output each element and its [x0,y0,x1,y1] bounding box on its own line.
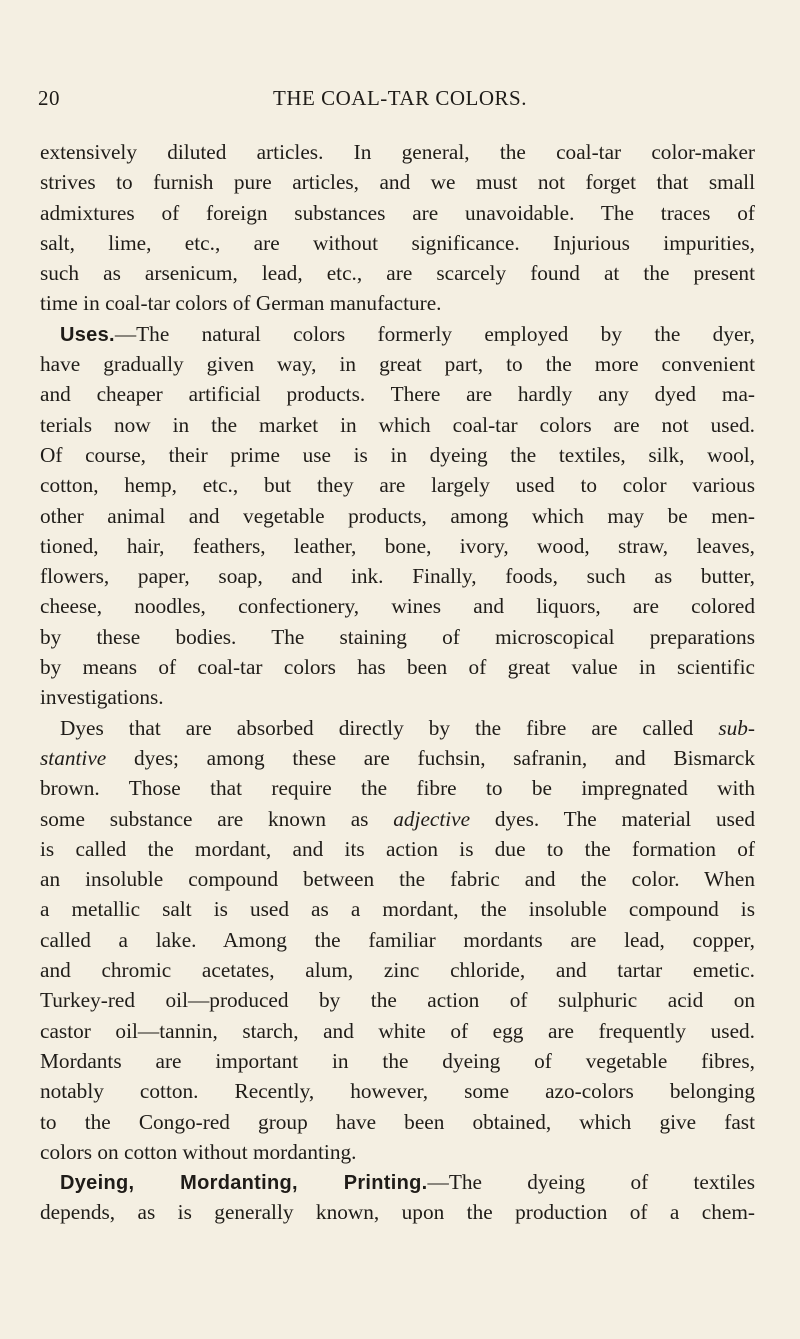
text-line: and cheaper artificial products. There are hardly any dyed ma- [40,382,755,407]
text-line: admixtures of foreign substances are unavoidable. The traces of [40,200,755,225]
italic-term: stantive [40,745,107,770]
text-line: by means of coal-tar colors has been of great value in scientific [40,655,755,680]
text-line: called a lake. Among the familiar mordants are lead, copper, [40,927,755,952]
text-line: depends, as is generally known, upon the production of a chem- [40,1200,755,1225]
text-line: an insoluble compound between the fabric and the color. When [40,867,755,892]
text-line: such as arsenicum, lead, etc., are scarcely found at the present [40,261,755,286]
text-line: tioned, hair, feathers, leather, bone, ivory, wood, straw, leaves, [40,533,755,558]
text-line: terials now in the market in which coal-tar colors are not used. [40,412,755,437]
text-line: notably cotton. Recently, however, some azo-colors belonging [40,1079,755,1104]
text-line: Mordants are important in the dyeing of vegetable fibres, [40,1048,755,1073]
text-line: Dyes that are absorbed directly by the fibre are called sub- [60,715,755,740]
text-line: a metallic salt is used as a mordant, the insoluble compound is [40,897,755,922]
text-line: extensively diluted articles. In general, the coal-tar color-maker [40,140,755,164]
text-line: Turkey-red oil—produced by the action of sulphuric acid on [40,988,755,1013]
text-line: Dyeing, Mordanting, Printing.—The dyeing of textiles [60,1170,756,1195]
page-header [0,86,800,116]
text-line: some substance are known as adjective dyes. The material used [40,806,755,831]
text-line: salt, lime, etc., are without significance. Injurious impurities, [40,230,755,255]
italic-term: sub- [718,715,755,740]
page-number: 20 [38,86,60,110]
text-line: brown. Those that require the fibre to be impregnated with [40,776,755,801]
text-line: flowers, paper, soap, and ink. Finally, foods, such as butter, [40,564,755,589]
italic-term: adjective [393,806,471,831]
text-line: have gradually given way, in great part, to the more convenient [40,352,755,377]
text-line: to the Congo-red group have been obtained, which give fast [40,1109,755,1134]
running-title: THE COAL-TAR COLORS. [273,86,527,110]
text-line: investigations. [40,685,164,710]
text-line: cheese, noodles, confectionery, wines and liquors, are colored [40,594,755,619]
text-line: cotton, hemp, etc., but they are largely used to color various [40,473,755,498]
text-line: Of course, their prime use is in dyeing the textiles, silk, wool, [40,442,755,467]
text-line: colors on cotton without mordanting. [40,1139,357,1164]
body-text [40,137,755,1228]
text-line: other animal and vegetable products, among which may be men- [40,503,755,528]
text-line: stantive dyes; among these are fuchsin, safranin, and Bismarck [40,745,755,770]
text-line: is called the mordant, and its action is due to the formation of [40,836,755,861]
section-heading-uses: Uses. [60,323,115,346]
text-line: strives to furnish pure articles, and we must not forget that small [40,170,755,195]
section-heading-dyeing: Dyeing, Mordanting, Printing. [60,1172,428,1195]
text-line: Uses.—The natural colors formerly employed by the dyer, [60,321,755,346]
text-line: castor oil—tannin, starch, and white of egg are frequently used. [40,1018,755,1043]
text-line: and chromic acetates, alum, zinc chloride, and tartar emetic. [40,958,755,983]
text-line: by these bodies. The staining of microscopical preparations [40,624,755,649]
text-line: time in coal-tar colors of German manufacture. [40,291,442,316]
